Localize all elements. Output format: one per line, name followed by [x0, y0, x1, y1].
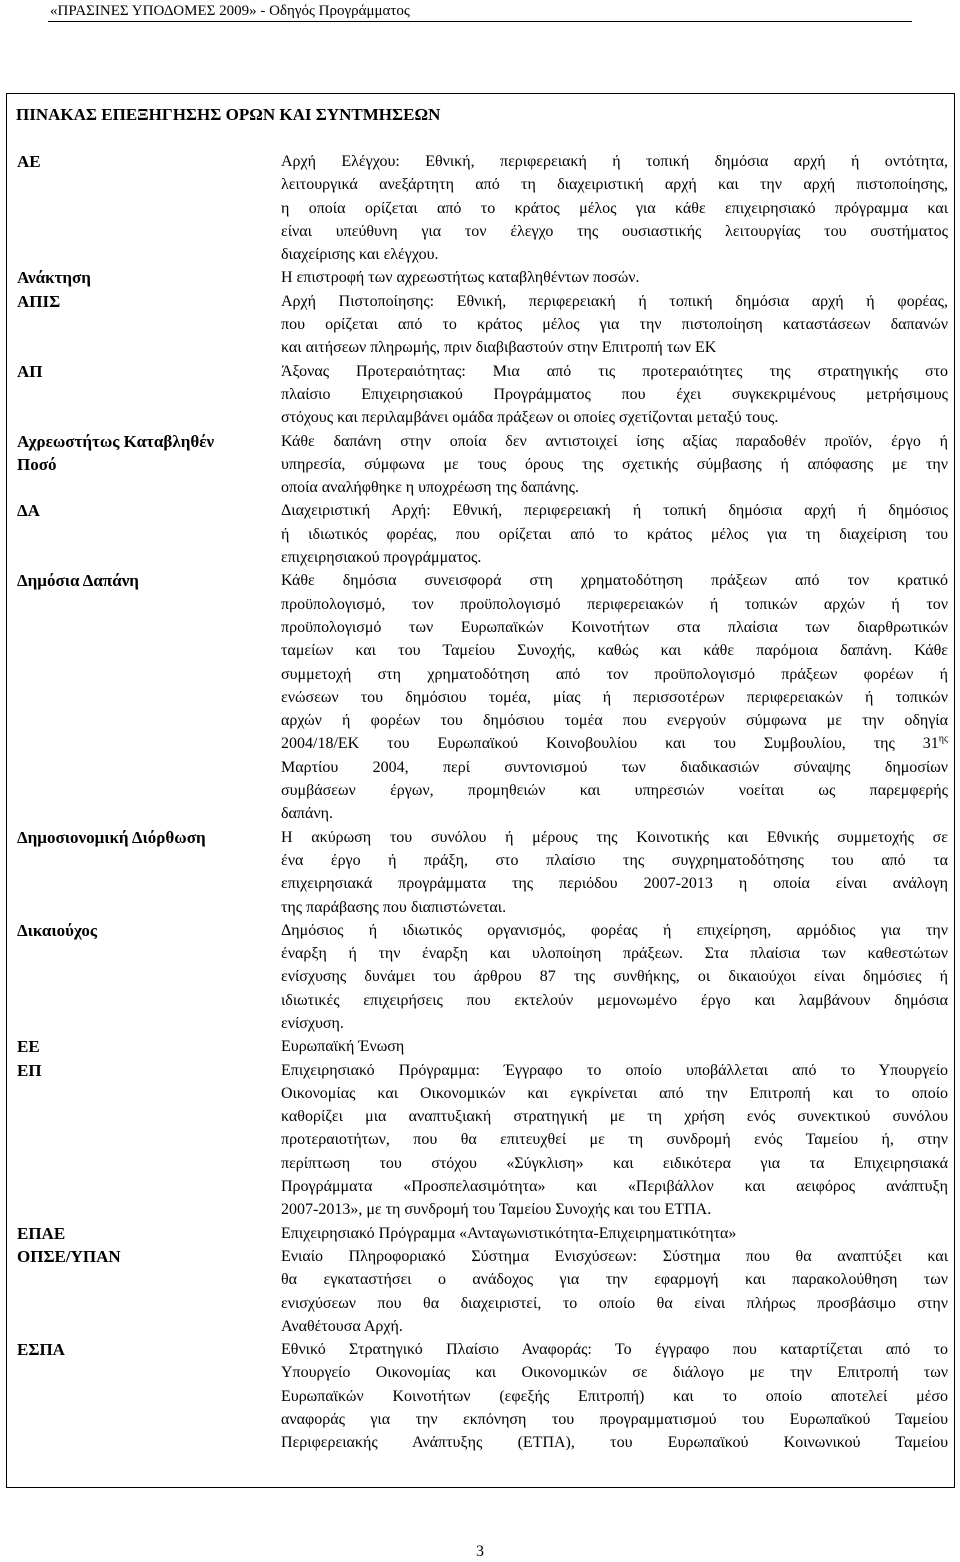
glossary-row [15, 360, 948, 430]
definition-text: Επιχειρησιακό Πρόγραμμα: Έγγραφο το οποίο υποβάλλεται από το Υπουργείο [281, 1061, 948, 1079]
definition-line [281, 1315, 948, 1338]
definition-line [281, 313, 948, 336]
glossary-row [15, 826, 948, 919]
glossary-term [15, 499, 281, 522]
definition-line [281, 942, 948, 965]
definition-text: επιχειρησιακού προγράμματος. [281, 549, 482, 567]
glossary-definition [281, 1035, 948, 1058]
definition-line [281, 1175, 948, 1198]
definition-line [281, 756, 948, 779]
glossary-term [15, 1222, 281, 1245]
definition-line [281, 476, 948, 499]
definition-line [281, 569, 948, 592]
glossary-term [15, 1035, 281, 1058]
term-text: ΕΣΠΑ [17, 1340, 65, 1360]
definition-text: η οποία ορίζεται από το κράτος μέλος για κάθε επιχειρησιακό πρόγραμμα και [281, 199, 948, 217]
definition-line [281, 849, 948, 872]
glossary-row [15, 150, 948, 266]
definition-line [281, 453, 948, 476]
definition-line [281, 709, 948, 732]
glossary-term [15, 826, 281, 849]
definition-text: Κάθε δημόσια συνεισφορά στη χρηματοδότηση πράξεων από τον κρατικό [281, 572, 948, 590]
definition-text: Μαρτίου 2004, περί συντονισμού των διαδικασιών σύναψης δημοσίων [281, 758, 948, 776]
definition-line [281, 1292, 948, 1315]
glossary-term [15, 1059, 281, 1082]
definition-line [281, 1128, 948, 1151]
definition-line [281, 1361, 948, 1384]
glossary-definition [281, 360, 948, 430]
definition-text: Οικονομίας και Οικονομικών και εγκρίνεται από την Επιτροπή και το οποίο [281, 1084, 948, 1102]
term-text: ΑΠΙΣ [17, 291, 61, 311]
term-text: Αχρεωστήτως Καταβληθέν [17, 431, 215, 451]
glossary-definition [281, 266, 948, 289]
term-text: Ποσό [17, 454, 57, 474]
definition-line [281, 965, 948, 988]
definition-line [281, 872, 948, 895]
definition-line [281, 406, 948, 429]
definition-text: Υπουργείο Οικονομίας και Οικονομικών σε διάλογο με την Επιτροπή των [281, 1364, 948, 1382]
term-text: ΕΠ [17, 1060, 42, 1080]
definition-line [281, 150, 948, 173]
definition-text: συμμετοχή στη χρηματοδότηση από τον προϋπολογισμό πράξεων φορέων ή [281, 665, 948, 683]
definition-text: Αναθέτουσα Αρχή. [281, 1317, 403, 1335]
definition-text: αναφοράς για την εκπόνηση του προγραμματισμού του Ευρωπαϊκού Ταμείου [281, 1411, 948, 1429]
definition-line [281, 639, 948, 662]
glossary-term [15, 1338, 281, 1361]
definition-line [281, 546, 948, 569]
definition-text: Προγράμματα «Προσπελασιμότητα» και «Περιβάλλον και αειφόρος ανάπτυξη [281, 1178, 948, 1196]
glossary-row [15, 1338, 948, 1454]
definition-text: πλαίσιο Επιχειρησιακού Προγράμματος που έχει συγκεκριμένους μετρήσιμους [281, 385, 948, 403]
definition-text: προτεραιοτήτων, που θα επιτευχθεί με τη συνδρομή ενός Ταμείου ή, στην [281, 1131, 948, 1149]
definition-text: Ευρωπαϊκή Ένωση [281, 1038, 405, 1056]
definition-text: Αρχή Πιστοποίησης: Εθνική, περιφερειακή ή τοπική δημόσια αρχή ή φορέας, [281, 292, 948, 310]
definition-line [281, 220, 948, 243]
term-text: ΟΠΣΕ/ΥΠΑΝ [17, 1246, 121, 1266]
definition-text: Περιφερειακής Ανάπτυξης (ΕΤΠΑ), του Ευρωπαϊκού Κοινωνικού Ταμείου [281, 1434, 948, 1452]
term-text: ΔΑ [17, 501, 40, 521]
glossary-term [15, 290, 281, 313]
glossary-row [15, 430, 948, 500]
definition-line [281, 290, 948, 313]
definition-line [281, 663, 948, 686]
definition-line [281, 593, 948, 616]
definition-text: διαχείρισης και ελέγχου. [281, 246, 439, 264]
glossary-row [15, 569, 948, 825]
definition-line [281, 266, 948, 289]
definition-line [281, 1198, 948, 1221]
definition-text: δαπάνη. [281, 805, 333, 823]
definition-text: Η ακύρωση του συνόλου ή μέρους της Κοινοτικής και Εθνικής συμμετοχής σε [281, 828, 948, 846]
term-text: ΕΕ [17, 1037, 40, 1057]
glossary-row [15, 1059, 948, 1222]
definition-line [281, 1152, 948, 1175]
definition-line [281, 919, 948, 942]
glossary-definition [281, 430, 948, 500]
definition-text: Ευρωπαϊκών Κοινοτήτων (εφεξής Επιτροπή) και το οποίο αποτελεί μέσο [281, 1387, 948, 1405]
definition-line [281, 826, 948, 849]
definition-line [281, 802, 948, 825]
definition-line [281, 1268, 948, 1291]
definition-text: περίπτωση του στόχου «Σύγκλιση» και ειδικότερα για τα Επιχειρησιακά [281, 1154, 948, 1172]
definition-text: ή ιδιωτικός φορέας, που ορίζεται από το κράτος μέλος για τη διαχείριση του [281, 525, 948, 543]
glossary-term [15, 919, 281, 942]
definition-text: ταμείων και του Ταμείου Συνοχής, καθώς και κάθε παρόμοια δαπάνη. Κάθε [281, 642, 948, 660]
definition-text: Ενιαίο Πληροφοριακό Σύστημα Ενισχύσεων: Σύστημα που θα αναπτύξει και [281, 1247, 948, 1265]
glossary-definition [281, 499, 948, 569]
glossary-entries [15, 150, 948, 1455]
definition-text: ενισχύσεων που θα διαχειριστεί, το οποίο θα είναι πλήρως προσβάσιμο στην [281, 1294, 948, 1312]
header-rule [48, 21, 912, 22]
definition-text: έναρξη ή την έναρξη και υλοποίηση πράξεων. Στα πλαίσια των καθεστώτων [281, 945, 948, 963]
glossary-row [15, 266, 948, 289]
definition-line [281, 779, 948, 802]
glossary-term [15, 569, 281, 592]
definition-text: Κάθε δαπάνη στην οποία δεν αντιστοιχεί ίσης αξίας παραδοθέν προϊόν, έργο ή [281, 432, 948, 450]
definition-text: Διαχειριστική Αρχή: Εθνική, περιφερειακή ή τοπική δημόσια αρχή ή δημόσιος [281, 502, 948, 520]
definition-line [281, 173, 948, 196]
term-text: Ανάκτηση [17, 268, 91, 288]
definition-text: Η επιστροφή των αχρεωστήτως καταβληθέντων ποσών. [281, 269, 640, 287]
definition-text: οποία αναλήφθηκε η υποχρέωση της δαπάνης. [281, 479, 579, 497]
definition-line [281, 732, 948, 755]
glossary-definition [281, 1245, 948, 1338]
term-text: ΑΕ [17, 152, 41, 171]
definition-text: και αιτήσεων πληρωμής, πριν διαβιβαστούν στην Επιτροπή των ΕΚ [281, 339, 717, 357]
definition-line [281, 1431, 948, 1454]
glossary-term [15, 266, 281, 289]
definition-line [281, 1035, 948, 1058]
glossary-term [15, 1245, 281, 1268]
definition-line [281, 896, 948, 919]
definition-line [281, 616, 948, 639]
definition-text: 2004/18/ΕΚ του Ευρωπαϊκού Κοινοβουλίου και του Συμβουλίου, της 31 [281, 735, 939, 753]
glossary-table [6, 93, 955, 1488]
definition-text: θα εγκαταστήσει ο ανάδοχος για την εφαρμογή και παρακολούθηση των [281, 1271, 948, 1289]
definition-line [281, 1105, 948, 1128]
glossary-definition [281, 1059, 948, 1222]
definition-text: Αρχή Ελέγχου: Εθνική, περιφερειακή ή τοπική δημόσια αρχή ή οντότητα, [281, 153, 948, 170]
term-text: ΑΠ [17, 361, 43, 381]
definition-text: ιδιωτικές επιχειρήσεις που εκτελούν μεμονωμένο έργο και λαμβάνουν δημόσια [281, 991, 948, 1009]
definition-line [281, 686, 948, 709]
definition-text: ενώσεων του δημόσιου τομέα, μίας ή περισσοτέρων περιφερειακών ή τοπικών [281, 688, 948, 706]
definition-line [281, 1012, 948, 1035]
definition-line [281, 499, 948, 522]
definition-line [281, 243, 948, 266]
glossary-definition [281, 290, 948, 360]
definition-text: προϋπολογισμό, τον προϋπολογισμό περιφερειακών ή τοπικών αρχών ή τον [281, 595, 948, 613]
definition-text: συμβάσεων έργων, προμηθειών και υπηρεσιών νοείται ως παρεμφερής [281, 782, 948, 800]
glossary-row [15, 1245, 948, 1338]
definition-text: Εθνικό Στρατηγικό Πλαίσιο Αναφοράς: Το έγγραφο που καταρτίζεται από το [281, 1341, 948, 1359]
definition-line [281, 1082, 948, 1105]
definition-text: αρχών ή φορέων του δημόσιου τομέα που ενεργούν σύμφωνα με την οδηγία [281, 712, 948, 730]
definition-line [281, 360, 948, 383]
definition-line [281, 197, 948, 220]
term-text: ΕΠΑΕ [17, 1223, 66, 1243]
glossary-row [15, 1222, 948, 1245]
definition-text: Επιχειρησιακό Πρόγραμμα «Ανταγωνιστικότητα-Επιχειρηματικότητα» [281, 1224, 737, 1242]
definition-text: της παράβασης που διαπιστώνεται. [281, 898, 507, 916]
definition-line [281, 1222, 948, 1245]
term-text: Δημόσια Δαπάνη [17, 571, 139, 591]
definition-text: ένα έργο ή πράξη, στο πλαίσιο της συγχρηματοδότησης του από τα [281, 851, 948, 869]
definition-text: στόχους και περιλαμβάνει ομάδα πράξεων οι οποίες σχετίζονται μεταξύ τους. [281, 409, 779, 427]
definition-text: λειτουργικά ανεξάρτητη από τη διαχειριστική αρχή και την αρχή πιστοποίησης, [281, 176, 948, 194]
definition-text: καθορίζει μια αναπτυξιακή στρατηγική με τη χρήση ενός συνεκτικού συνόλου [281, 1108, 948, 1126]
definition-text: είναι υπεύθυνη για τον έλεγχο της ουσιαστικής λειτουργίας του συστήματος [281, 222, 948, 240]
definition-line [281, 989, 948, 1012]
glossary-definition [281, 1222, 948, 1245]
glossary-row [15, 919, 948, 1035]
glossary-definition [281, 1338, 948, 1454]
glossary-row [15, 499, 948, 569]
definition-line [281, 523, 948, 546]
definition-text: Άξονας Προτεραιότητας: Μια από τις προτεραιότητες της στρατηγικής στο [281, 362, 948, 380]
definition-line [281, 1385, 948, 1408]
ordinal-superscript: ης [938, 734, 948, 746]
definition-text: ενίσχυση. [281, 1014, 344, 1032]
definition-text: 2007-2013», με τη συνδρομή του Ταμείου Συνοχής και του ΕΤΠΑ. [281, 1201, 712, 1219]
glossary-definition [281, 150, 948, 266]
definition-text: επιχειρησιακά προγράμματα της περιόδου 2007-2013 η οποία είναι ανάλογη [281, 875, 948, 893]
glossary-term [15, 150, 281, 173]
glossary-row [15, 290, 948, 360]
glossary-definition [281, 826, 948, 919]
definition-text: υπηρεσία, σύμφωνα με τους όρους της σχετικής σύμβασης ή απόφασης με την [281, 455, 948, 473]
definition-text: που ορίζεται από το κράτος μέλος για την πιστοποίηση καταστάσεων δαπανών [281, 316, 948, 334]
glossary-row [15, 1035, 948, 1058]
definition-text: ενίσχυσης δυνάμει του άρθρου 87 της συνθήκης, οι δικαιούχοι είναι δημόσιες ή [281, 968, 948, 986]
definition-line [281, 1408, 948, 1431]
definition-line [281, 383, 948, 406]
glossary-term [15, 430, 281, 477]
definition-line [281, 1059, 948, 1082]
glossary-definition [281, 569, 948, 825]
definition-text: προϋπολογισμό των Ευρωπαϊκών Κοινοτήτων στα πλαίσια των διαρθρωτικών [281, 618, 948, 636]
definition-text: Δημόσιος ή ιδιωτικός οργανισμός, φορέας ή επιχείρηση, αρμόδιος για την [281, 921, 948, 939]
definition-line [281, 1338, 948, 1361]
glossary-term [15, 360, 281, 383]
table-title: ΠΙΝΑΚΑΣ ΕΠΕΞΗΓΗΣΗΣ ΟΡΩΝ ΚΑΙ ΣΥΝΤΜΗΣΕΩΝ [16, 105, 441, 124]
glossary-definition [281, 919, 948, 1035]
term-text: Δικαιούχος [17, 920, 97, 940]
definition-line [281, 430, 948, 453]
definition-line [281, 1245, 948, 1268]
page-number: 3 [476, 1543, 484, 1560]
definition-line [281, 336, 948, 359]
running-header: «ΠΡΑΣΙΝΕΣ ΥΠΟΔΟΜΕΣ 2009» - Οδηγός Προγράμματος [50, 3, 410, 19]
term-text: Δημοσιονομική Διόρθωση [17, 827, 206, 847]
